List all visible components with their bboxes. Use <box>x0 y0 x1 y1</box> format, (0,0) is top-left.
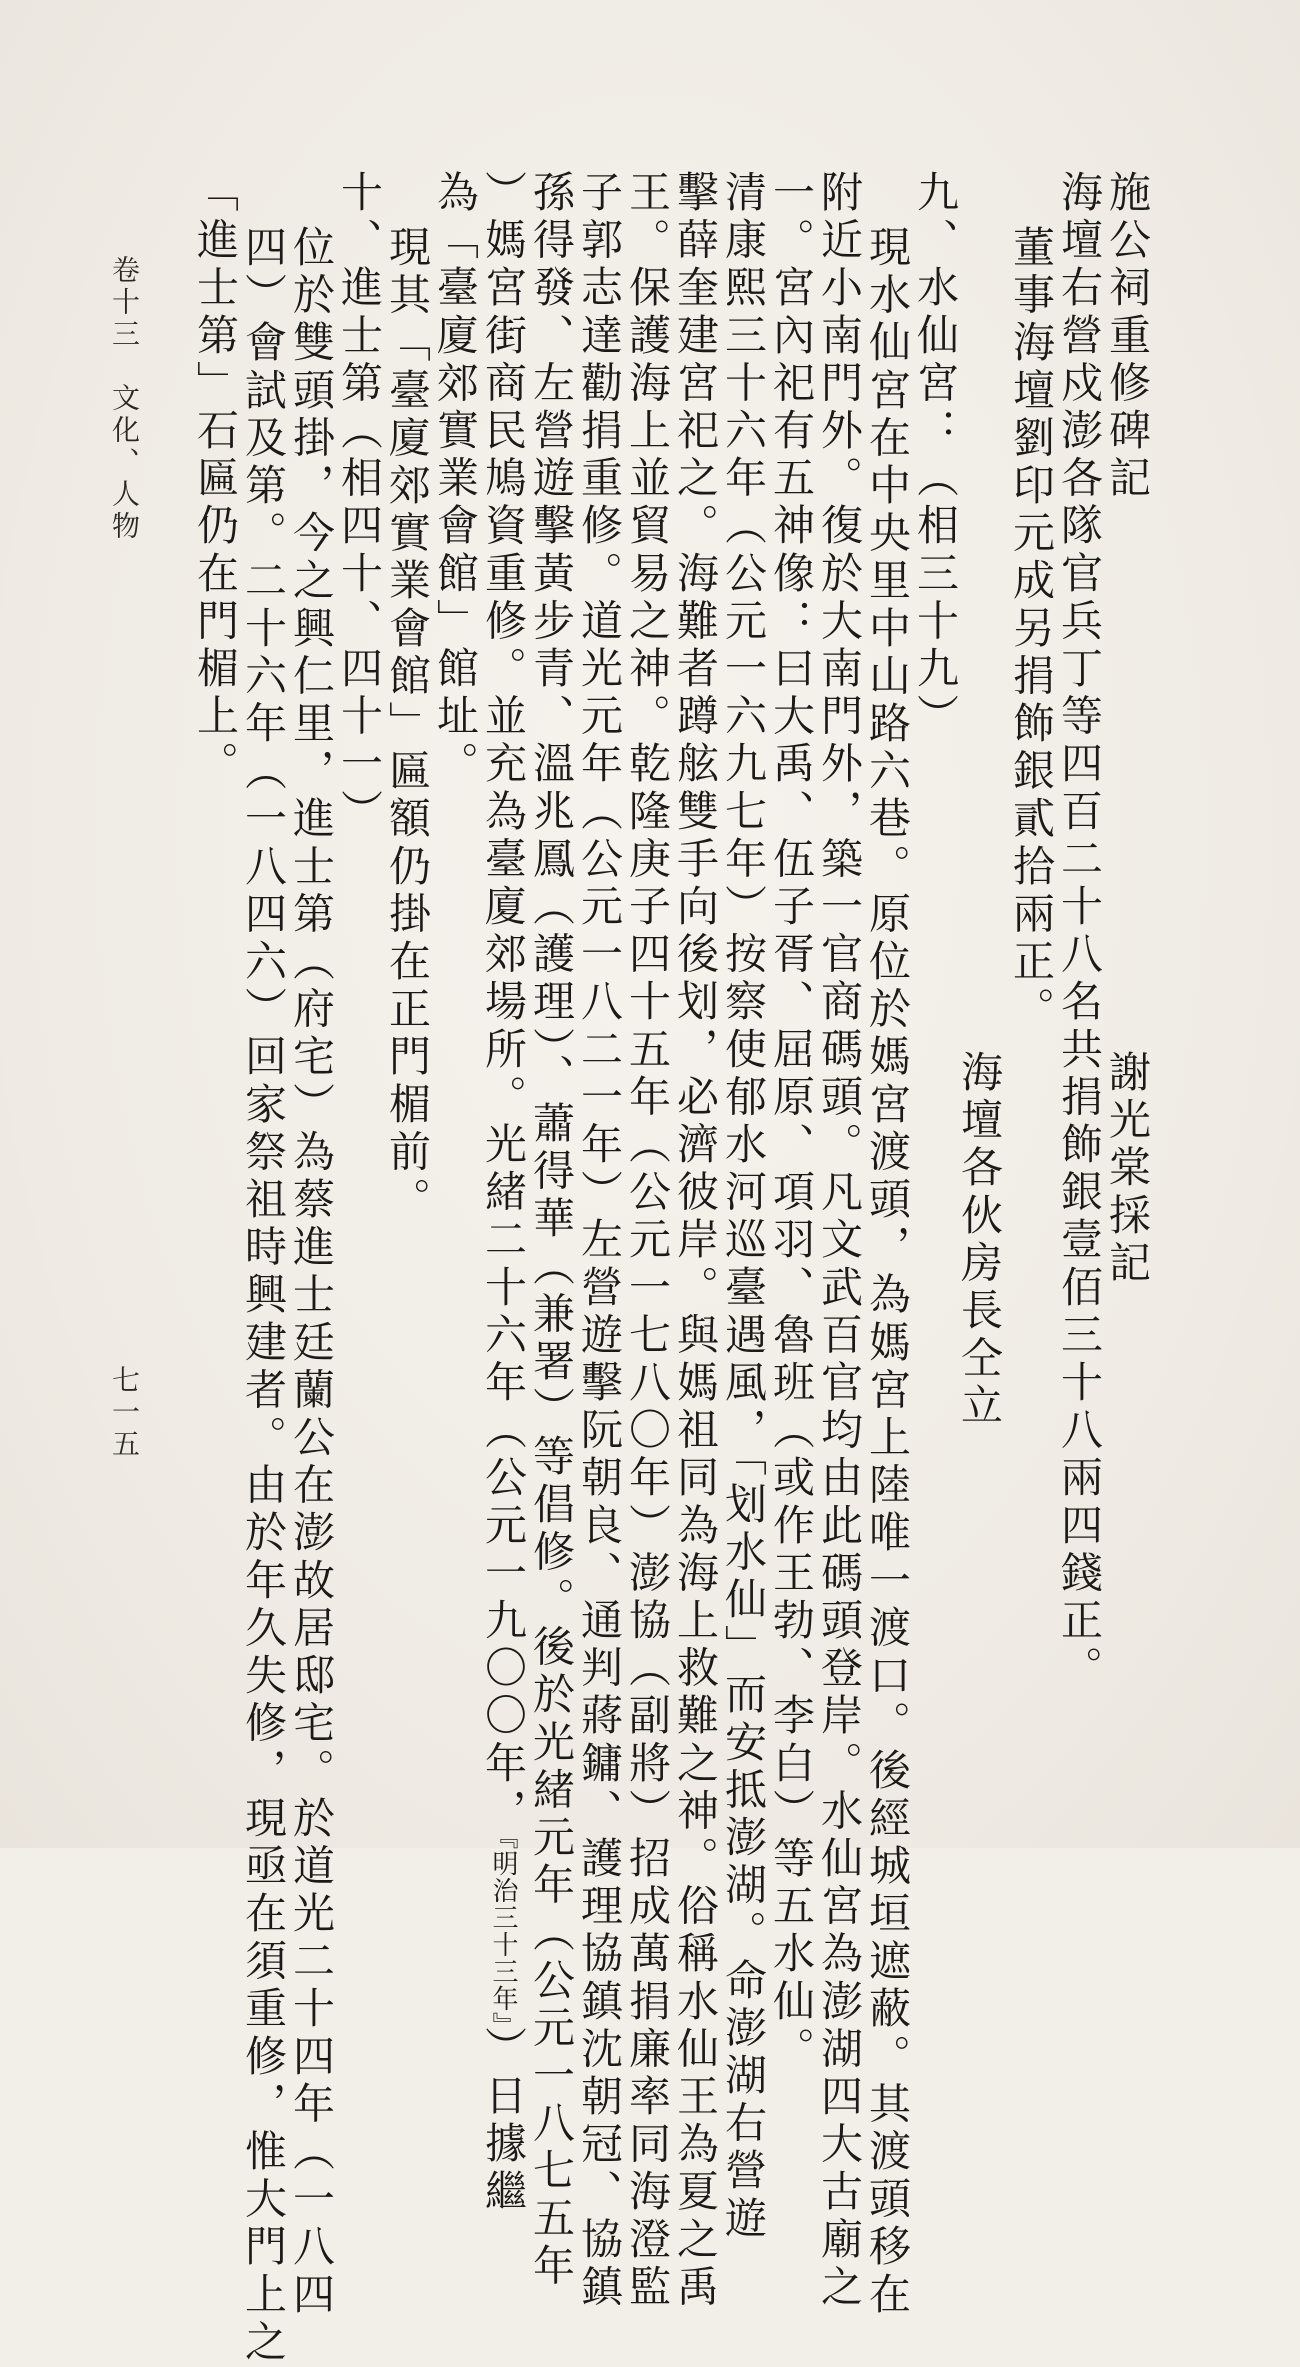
col-16: 十、進士第（相四十、四十一） <box>335 170 384 837</box>
section-label: 卷十三 文化、人物 <box>108 255 141 543</box>
col-08: 清康熙三十六年（公元一六九七年）按察使郁水河巡臺遇風，「划水仙」而安抵澎湖。命澎湖右營遊 <box>719 170 768 2244</box>
col-17: 位於雙頭掛，今之興仁里，進士第（府宅）為蔡進士廷蘭公在澎故居邸宅。於道光二十四年（一八四 <box>287 225 336 2320</box>
col-19: 「進士第」石匾仍在門楣上。 <box>191 170 240 789</box>
col-05: 現水仙宮在中央里中山路六巷。原位於媽宮渡頭，為媽宮上陸唯一渡口。後經城垣遮蔽。其渡頭移在 <box>863 225 912 2320</box>
col-03-signers: 海壇各伙房長仝立 <box>955 1050 1004 1431</box>
col-02: 海壇右營戍澎各隊官兵丁等四百二十八名共捐飾銀壹佰三十八兩四錢正。 <box>1055 170 1104 1694</box>
col-13-main: ）媽宮街商民鳩資重修。並充為臺廈郊場所。光緒二十六年（公元一九〇〇年， <box>479 170 528 1836</box>
col-14: 為「臺廈郊實業會館」館址。 <box>431 170 480 789</box>
page-number: 七一五 <box>108 1365 141 1461</box>
col-04: 九、水仙宮：（相三十九） <box>911 170 960 742</box>
col-03: 董事海壇劉印元成另捐飾銀貳拾兩正。 <box>1007 225 1056 1035</box>
col-07: 一。宮內祀有五神像：曰大禹、伍子胥、屈原、項羽、魯班（或作王勃、李白）等五水仙。 <box>767 170 816 2074</box>
col-11: 子郭志達勸捐重修。道光元年（公元一八二一年）左營遊擊阮朝良、通判蔣鏞、護理協鎮沈朝冠、協鎮 <box>575 170 624 2312</box>
col-12: 孫得發、左營遊擊黃步青、溫兆鳳（護理）、蕭得華（兼署）等倡修。後於光緒元年（公元一八七五年 <box>527 170 576 2291</box>
col-13-note: 『明治三十三年』 <box>488 1836 518 2026</box>
col-06: 附近小南門外。復於大南門外，築一官商碼頭。凡文武百官均由此碼頭登岸。水仙宮為澎湖四大古廟之 <box>815 170 864 2312</box>
col-13 <box>479 170 528 2217</box>
col-15: 現其「臺廈郊實業會館」匾額仍掛在正門楣前。 <box>383 225 432 1225</box>
col-01: 施公祠重修碑記 <box>1103 170 1152 504</box>
col-13-after: ）日據繼 <box>479 2026 528 2217</box>
col-02-credit: 謝光棠採記 <box>1103 1050 1152 1288</box>
col-10: 王。保護海上並貿易之神。乾隆庚子四十五年（公元一七八〇年）澎協（副將）招成萬捐廉率同海澄監 <box>623 170 672 2312</box>
col-18: 四）會試及第。二十六年（一八四六）回家祭祖時興建者。由於年久失修，現亟在須重修，惟大門上之 <box>239 225 288 2367</box>
col-09: 擊薛奎建宮祀之。海難者蹲舷雙手向後划，必濟彼岸。與媽祖同為海上救難之神。俗稱水仙王為夏之禹 <box>671 170 720 2312</box>
